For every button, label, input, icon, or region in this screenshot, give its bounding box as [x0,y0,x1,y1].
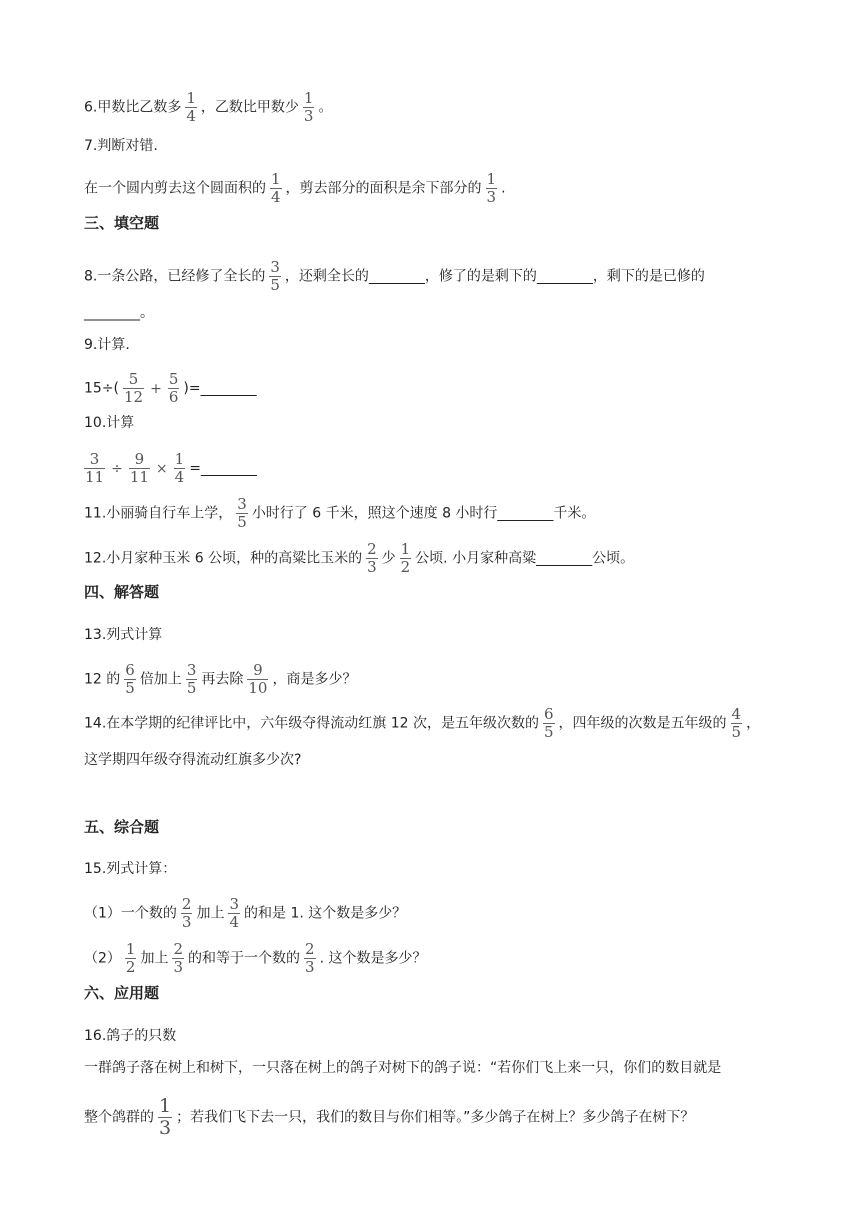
section-heading-6: 六、应用题 [84,984,160,1002]
question-9-title: 9.计算. [84,337,130,353]
fraction: $\frac{1}{3}$ [159,1095,172,1139]
fraction: $\frac{3}{5}$ [237,495,247,531]
question-13-title: 13.列式计算 [84,627,163,643]
fraction: $\frac{9}{11}$ [129,450,149,486]
question-12: 12.小月家种玉米 6 公顷，种的高粱比玉米的 $\frac{2}{3}$ 少 $\frac{1}{2}$ 公顷. 小月家种高粱________公顷。 [84,540,635,576]
fraction: $\frac{3}{5}$ [270,258,280,294]
fraction: $\frac{1}{4}$ [186,89,196,125]
fraction: $\frac{1}{4}$ [271,170,281,206]
fraction: $\frac{1}{4}$ [174,450,185,486]
fraction: $\frac{4}{5}$ [731,705,742,741]
fraction: $\frac{6}{5}$ [543,705,554,741]
fraction: $\frac{3}{11}$ [85,450,105,486]
fraction: $\frac{1}{2}$ [125,940,136,976]
question-15-part-2: （2） $\frac{1}{2}$ 加上 $\frac{2}{3}$ 的和等于一个数的 $\frac{2}{3}$ . 这个数是多少？ [84,940,427,976]
question-11: 11.小丽骑自行车上学， $\frac{3}{5}$ 小时行了 6 千米，照这个速度 8 小时行________千米。 [84,495,596,531]
question-9: 15÷( $\frac{5}{12}$ + $\frac{5}{6}$ )=________ [84,370,257,406]
question-6: 6.甲数比乙数多 $\frac{1}{4}$ ，乙数比甲数少 $\frac{1}{3}$ 。 [84,89,333,125]
multiply-sign: × [155,460,168,477]
question-7-title: 7.判断对错. [84,138,158,154]
fraction: $\frac{5}{6}$ [168,370,179,406]
question-10: $\frac{3}{11}$ ÷ $\frac{9}{11}$ × $\frac{1}{4}$ =________ [85,450,257,486]
question-16-title: 16.鸽子的只数 [84,1028,177,1044]
fraction: $\frac{6}{5}$ [125,661,135,697]
question-16-line-2: 整个鸽群的 $\frac{1}{3}$ ；若我们飞下去一只，我们的数目与你们相等。”多少鸽子在树上？多少鸽子在树下？ [84,1095,695,1139]
fraction: $\frac{2}{3}$ [173,940,184,976]
question-8-cont: ________。 [84,305,154,321]
question-15-title: 15.列式计算： [84,861,177,877]
fraction: $\frac{2}{3}$ [181,895,192,931]
fraction: $\frac{3}{5}$ [186,661,197,697]
section-heading-5: 五、综合题 [84,818,160,836]
question-10-title: 10.计算 [84,415,135,431]
question-14: 14.在本学期的纪律评比中，六年级夺得流动红旗 12 次，是五年级次数的 $\frac{6}{5}$ ，四年级的次数是五年级的 $\frac{4}{5}$ ， [84,705,761,741]
q6-text: ，乙数比甲数少 [200,99,299,116]
question-7: 在一个圆内剪去这个圆面积的 $\frac{1}{4}$ ，剪去部分的面积是余下部分的 $\frac{1}{3}$ . [84,170,506,206]
section-heading-4: 四、解答题 [84,583,160,601]
section-heading-3: 三、填空题 [84,214,160,232]
question-8: 8.一条公路，已经修了全长的 $\frac{3}{5}$ ，还剩全长的________，修了的是剩下的________，剩下的是已修的 [84,258,705,294]
fraction: $\frac{5}{12}$ [124,370,144,406]
fraction: $\frac{2}{3}$ [367,540,377,576]
fraction: $\frac{2}{3}$ [305,940,315,976]
plus-sign: + [150,380,162,397]
divide-sign: ÷ [111,460,123,477]
q6-text: 6.甲数比乙数多 [84,99,182,116]
fraction: $\frac{3}{4}$ [229,895,240,931]
question-15-part-1: （1）一个数的 $\frac{2}{3}$ 加上 $\frac{3}{4}$ 的和是 1. 这个数是多少？ [84,895,407,931]
fraction: $\frac{1}{3}$ [486,170,497,206]
question-16-line-1: 一群鸽子落在树上和树下，一只落在树上的鸽子对树下的鸽子说：“若你们飞上来一只，你们的数目就是 [84,1060,722,1076]
question-13: 12 的 $\frac{6}{5}$ 倍加上 $\frac{3}{5}$ 再去除 $\frac{9}{10}$ ，商是多少？ [84,661,357,697]
question-14-cont: 这学期四年级夺得流动红旗多少次? [84,752,302,768]
fraction: $\frac{1}{2}$ [400,540,411,576]
fraction: $\frac{9}{10}$ [248,661,268,697]
fraction: $\frac{1}{3}$ [303,89,314,125]
